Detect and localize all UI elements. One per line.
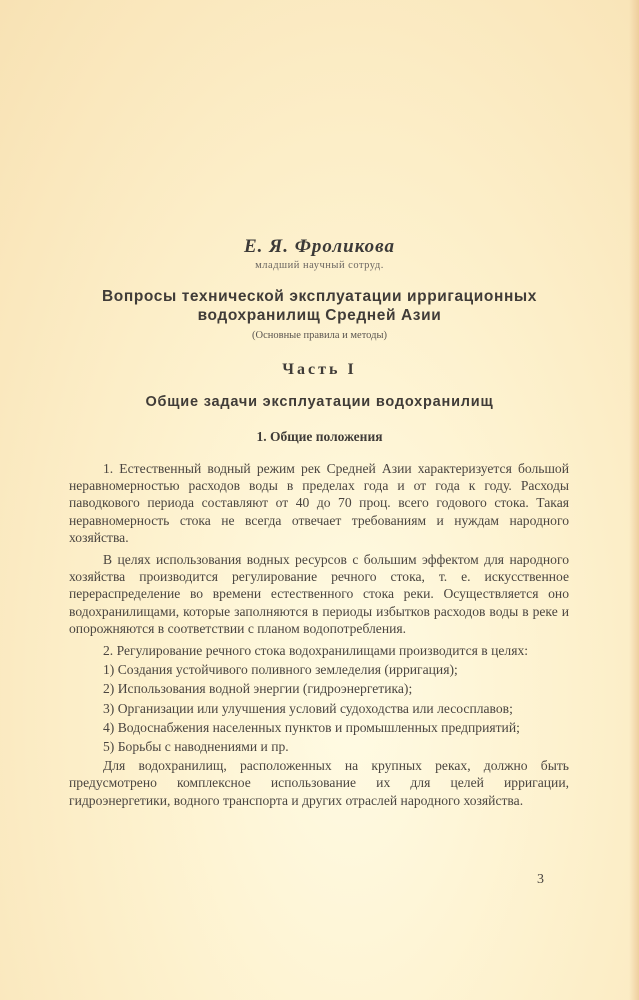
paragraph: 2. Регулирование речного стока водохранилищами производится в целях: <box>103 643 529 659</box>
section-heading: 1. Общие положения <box>256 429 383 444</box>
paragraph: 1. Естественный водный режим рек Средней Азии характеризуется большой неравномерностью расходов воды в пределах года и от года к году. Расходы паводкового периода составляют от 40 до 70 проц. всего годового стока. Такая неравномерность стока не всегда отвечает требованиям и нуждам народного хозяйства. <box>69 461 569 545</box>
list-item: 1) Создания устойчивого поливного земледелия (ирригация); <box>103 662 458 678</box>
list-item: 3) Организации или улучшения условий судоходства или лесосплавов; <box>103 700 513 716</box>
list-item: 2) Использования водной энергии (гидроэнергетика); <box>103 681 413 697</box>
list-item: 4) Водоснабжения населенных пунктов и промышленных предприятий; <box>103 719 520 735</box>
article-title-line-1: Вопросы технической эксплуатации ирригационных <box>102 288 537 305</box>
chapter-heading: Общие задачи эксплуатации водохранилищ <box>145 394 494 410</box>
author-position: младший научный сотруд. <box>255 260 384 271</box>
closing-paragraph: Для водохранилищ, расположенных на крупных реках, должно быть предусмотрено комплексное использование их для целей ирригации, гидроэнергетики, водного транспорта и других отраслей народного хозяйства. <box>69 758 569 808</box>
author-name: Е. Я. Фроликова <box>243 236 396 257</box>
list-item: 5) Борьбы с наводнениями и пр. <box>103 739 289 755</box>
body-text <box>69 460 569 809</box>
article-title-line-2: водохранилищ Средней Азии <box>197 307 442 324</box>
paragraph: В целях использования водных ресурсов с большим эффектом для народного хозяйства производится регулирование речного стока, т. е. искусственное перераспределение во времени естественного стока реки. Осуществляется оно водохранилищами, которые заполняются в периоды избытков расходов воды в реке и опорожняются в соответствии с планом водопотребления. <box>69 552 569 636</box>
page-number: 3 <box>537 872 544 887</box>
part-heading: Часть I <box>282 361 357 378</box>
page-edge-shadow <box>629 0 639 1000</box>
article-subtitle: (Основные правила и методы) <box>252 330 387 341</box>
